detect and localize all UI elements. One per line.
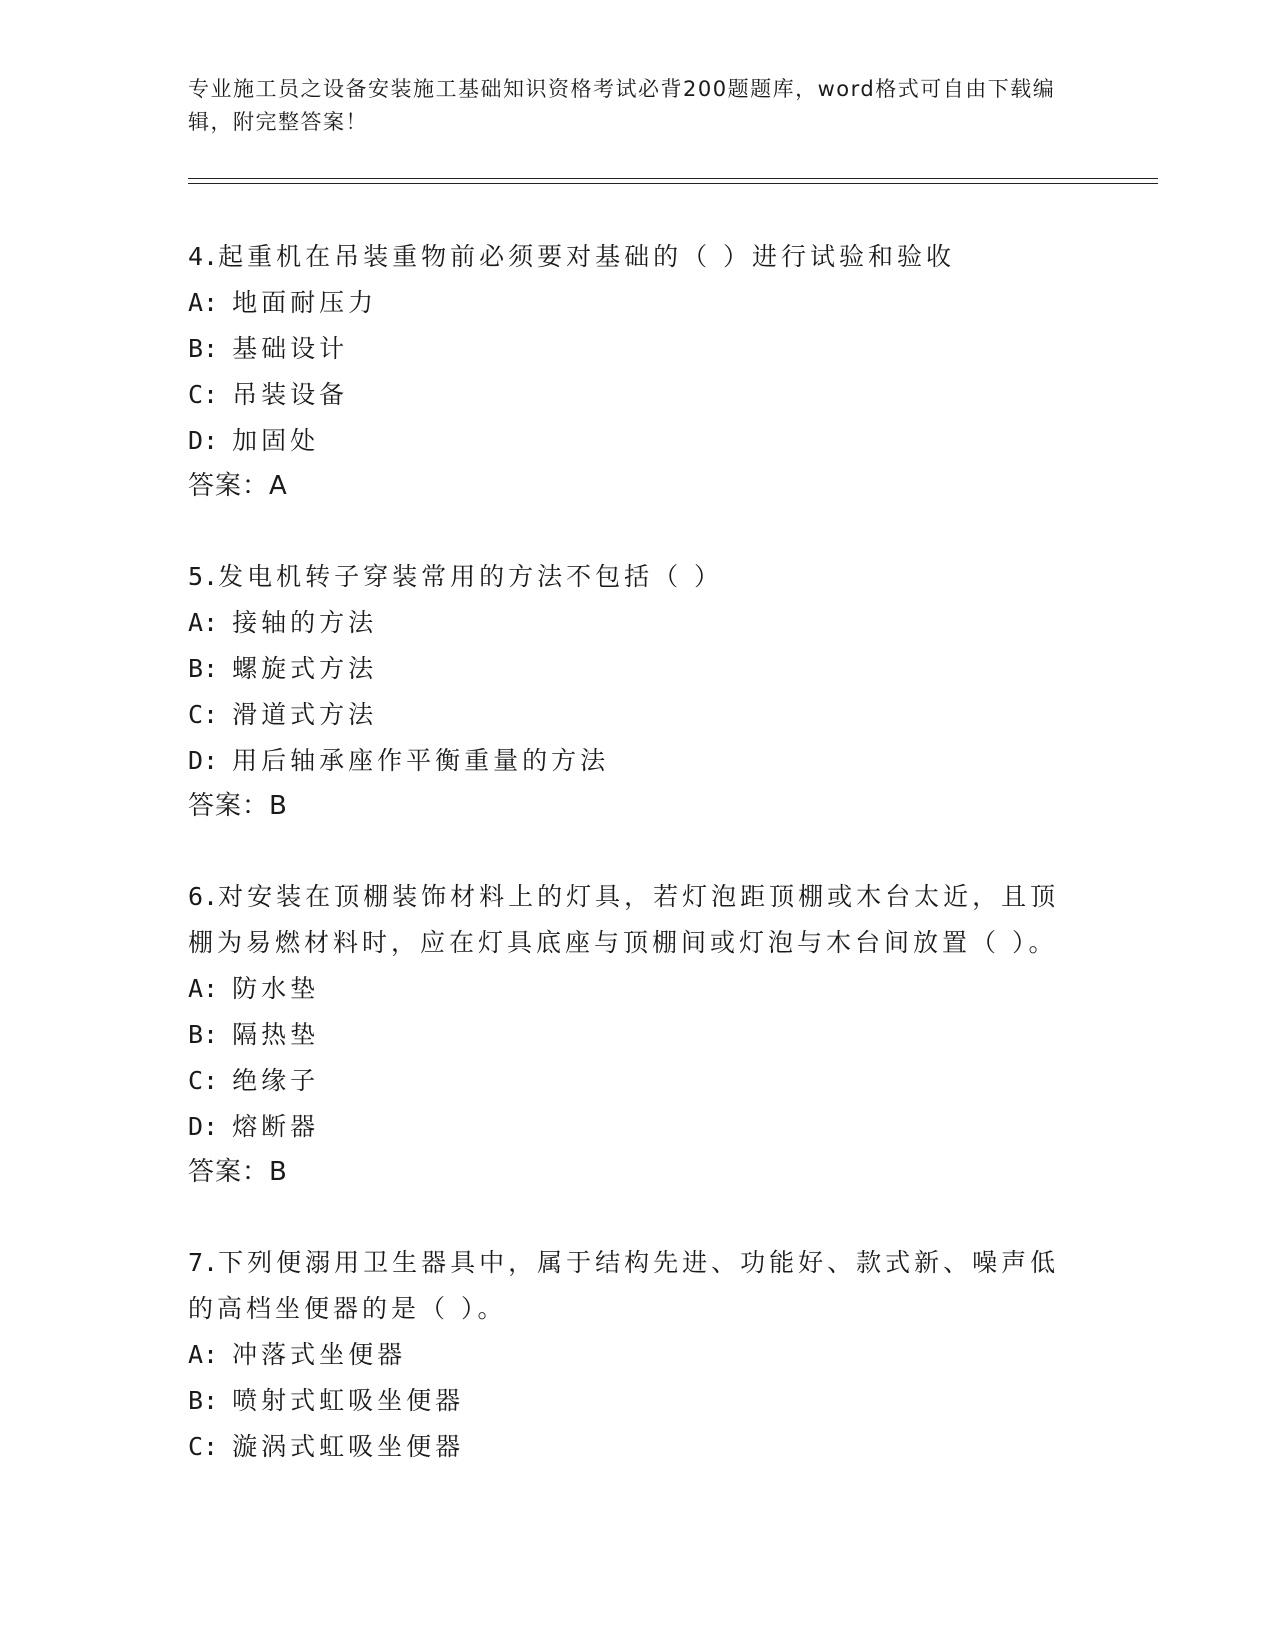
option-d xyxy=(188,418,1068,464)
option-c xyxy=(188,1058,1068,1104)
option-text: 接轴的方法 xyxy=(232,608,378,637)
option-b xyxy=(188,1378,1068,1424)
option-key: C: xyxy=(188,380,219,409)
question-number: 5. xyxy=(188,562,219,591)
option-b xyxy=(188,646,1068,692)
option-key: D: xyxy=(188,746,219,775)
option-key: B: xyxy=(188,1386,219,1415)
question-number: 4. xyxy=(188,242,219,271)
option-c xyxy=(188,1424,1068,1470)
answer-line: 答案：B xyxy=(188,791,288,821)
question-text xyxy=(188,554,1068,600)
question-stem: 下列便溺用卫生器具中，属于结构先进、功能好、款式新、噪声低的高档坐便器的是（ ）。 xyxy=(188,1248,1060,1323)
option-text: 螺旋式方法 xyxy=(232,654,378,683)
option-c xyxy=(188,692,1068,738)
question-text xyxy=(188,874,1068,966)
option-text: 基础设计 xyxy=(232,334,349,363)
option-key: A: xyxy=(188,608,219,637)
option-text: 熔断器 xyxy=(232,1112,320,1141)
question-number: 7. xyxy=(188,1248,219,1277)
option-text: 喷射式虹吸坐便器 xyxy=(232,1386,465,1415)
option-b xyxy=(188,1012,1068,1058)
option-text: 隔热垫 xyxy=(232,1020,320,1049)
header-divider-top xyxy=(188,178,1158,179)
document-header: 专业施工员之设备安装施工基础知识资格考试必背200题题库，word格式可自由下载编辑，附完整答案！ xyxy=(188,77,1056,134)
question-6 xyxy=(188,874,1068,1194)
header-divider-bottom xyxy=(188,183,1158,184)
option-d xyxy=(188,1104,1068,1150)
option-a xyxy=(188,600,1068,646)
answer-line: 答案：B xyxy=(188,1157,288,1187)
question-4 xyxy=(188,234,1068,508)
option-key: C: xyxy=(188,1066,219,1095)
option-a xyxy=(188,966,1068,1012)
question-list xyxy=(188,234,1068,1516)
option-text: 滑道式方法 xyxy=(232,700,378,729)
option-key: B: xyxy=(188,654,219,683)
option-a xyxy=(188,280,1068,326)
option-key: A: xyxy=(188,974,219,1003)
question-7 xyxy=(188,1240,1068,1470)
option-key: C: xyxy=(188,1432,219,1461)
answer-line: 答案：A xyxy=(188,471,288,501)
option-text: 用后轴承座作平衡重量的方法 xyxy=(232,746,610,775)
option-text: 防水垫 xyxy=(232,974,320,1003)
question-stem: 起重机在吊装重物前必须要对基础的（ ）进行试验和验收 xyxy=(218,242,956,271)
option-key: A: xyxy=(188,1340,219,1369)
question-text xyxy=(188,234,1068,280)
option-a xyxy=(188,1332,1068,1378)
option-text: 加固处 xyxy=(232,426,320,455)
question-number: 6. xyxy=(188,882,219,911)
option-d xyxy=(188,738,1068,784)
option-text: 冲落式坐便器 xyxy=(232,1340,407,1369)
option-key: D: xyxy=(188,426,219,455)
option-text: 地面耐压力 xyxy=(232,288,378,317)
option-c xyxy=(188,372,1068,418)
option-text: 绝缘子 xyxy=(232,1066,320,1095)
option-text: 漩涡式虹吸坐便器 xyxy=(232,1432,465,1461)
option-key: C: xyxy=(188,700,219,729)
option-key: B: xyxy=(188,1020,219,1049)
option-text: 吊装设备 xyxy=(232,380,349,409)
option-key: B: xyxy=(188,334,219,363)
question-stem: 对安装在顶棚装饰材料上的灯具，若灯泡距顶棚或木台太近，且顶棚为易燃材料时，应在灯具底座与顶棚间或灯泡与木台间放置（ ）。 xyxy=(188,882,1060,957)
question-text xyxy=(188,1240,1068,1332)
question-stem: 发电机转子穿装常用的方法不包括（ ） xyxy=(218,562,724,591)
option-key: D: xyxy=(188,1112,219,1141)
question-5 xyxy=(188,554,1068,828)
option-b xyxy=(188,326,1068,372)
option-key: A: xyxy=(188,288,219,317)
